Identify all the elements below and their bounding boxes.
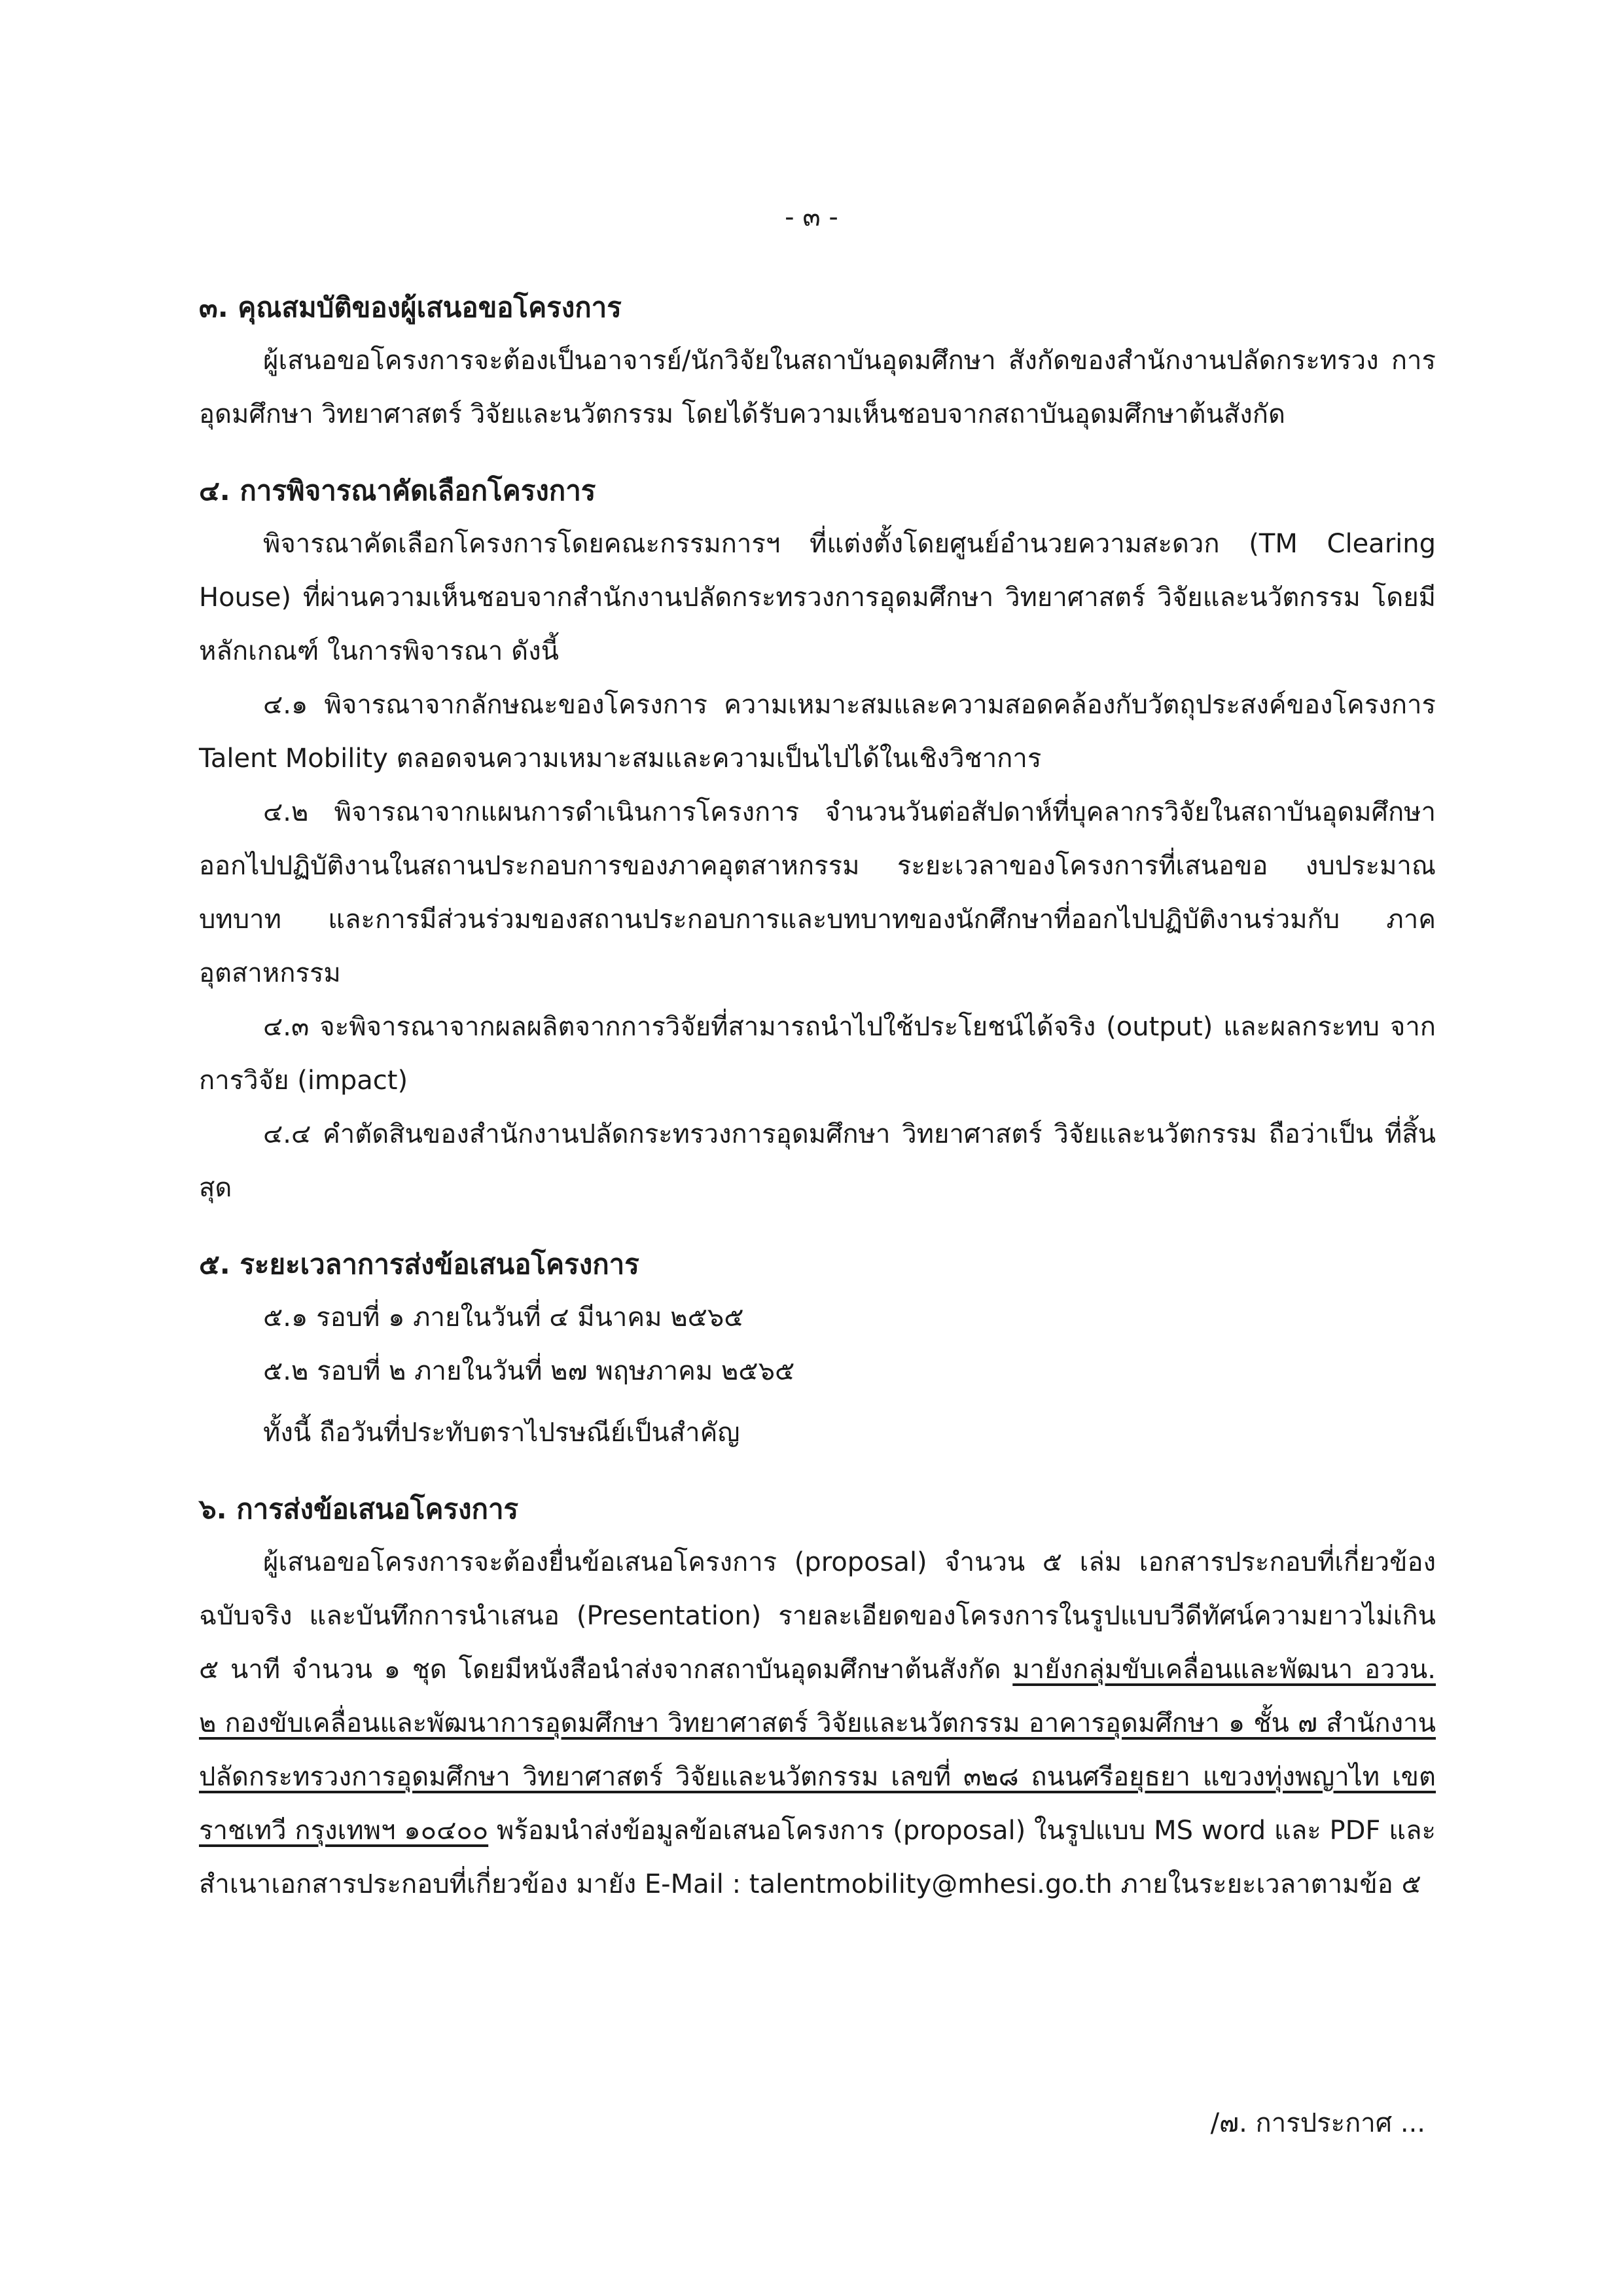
round-item: ๕.๒ รอบที่ ๒ ภายในวันที่ ๒๗ พฤษภาคม ๒๕๖๕ [263, 1356, 795, 1386]
section-selection [199, 465, 1436, 1215]
section-heading: ๔. การพิจารณาคัดเลือกโครงการ [199, 475, 596, 507]
section-submission-period [199, 1238, 1436, 1460]
criteria-item: ๔.๒ พิจารณาจากแผนการดำเนินการโครงการ จำนวนวันต่อสัปดาห์ที่บุคลากรวิจัยในสถาบันอุดมศึกษา ออกไปปฏิบัติงานในสถานประกอบการของภาคอุตสาหกรรม ระยะเวลาของโครงการที่เสนอขอ งบประมาณ บทบาท และการมีส่วนร่วมของสถานประกอบการและบทบาทของนักศึกษาที่ออกไปปฏิบัติงานร่วมกับ ภาคอุตสาหกรรม [199, 797, 1436, 988]
mailing-address: มายังกลุ่มขับเคลื่อนและพัฒนา อววน. ๒ กองขับเคลื่อนและพัฒนาการอุดมศึกษา วิทยาศาสตร์ วิจัยและนวัตกรรม อาคารอุดมศึกษา ๑ ชั้น ๗ สำนักงาน ปลัดกระทรวงการอุดมศึกษา วิทยาศาสตร์ วิจัยและนวัตกรรม เลขที่ ๓๒๘ ถนนศรีอยุธยา แขวงทุ่งพญาไท เขตราชเทวี กรุงเทพฯ ๑๐๔๐๐ [199, 1655, 1436, 1846]
document-body [199, 281, 1436, 1911]
criteria-item: ๔.๓ จะพิจารณาจากผลผลิตจากการวิจัยที่สามารถนำไปใช้ประโยชน์ได้จริง (output) และผลกระทบ จากการวิจัย (impact) [199, 1012, 1436, 1096]
page-number: - ๓ - [785, 202, 838, 232]
section-heading: ๕. ระยะเวลาการส่งข้อเสนอโครงการ [199, 1248, 639, 1280]
round-item: ๕.๑ รอบที่ ๑ ภายในวันที่ ๔ มีนาคม ๒๕๖๕ [263, 1302, 744, 1333]
paragraph: ผู้เสนอขอโครงการจะต้องเป็นอาจารย์/นักวิจัยในสถาบันอุดมศึกษา สังกัดของสำนักงานปลัดกระทรวง การอุดมศึกษา วิทยาศาสตร์ วิจัยและนวัตกรรม โดยได้รับความเห็นชอบจากสถาบันอุดมศึกษาต้นสังกัด [199, 346, 1436, 429]
postmark-note: ทั้งนี้ ถือวันที่ประทับตราไปรษณีย์เป็นสำคัญ [263, 1418, 740, 1448]
submission-requirements: ผู้เสนอขอโครงการจะต้องยื่นข้อเสนอโครงการ (proposal) จำนวน ๕ เล่ม เอกสารประกอบที่เกี่ยวข้อง ฉบับจริง และบันทึกการนำเสนอ (Presentation) รายละเอียดของโครงการในรูปแบบวีดีทัศน์ความยาวไม่เกิน ๕ นาที จำนวน ๑ ชุด โดยมีหนังสือนำส่งจากสถาบันอุดมศึกษาต้นสังกัด [199, 1547, 1436, 1685]
submission-email-info: พร้อมนำส่งข้อมูลข้อเสนอโครงการ (proposal) ในรูปแบบ MS word และ PDF และสำเนาเอกสารประกอบที่เกี่ยวข้อง มายัง E-Mail : talentmobility@mhesi.go.th ภายในระยะเวลาตามข้อ ๕ [199, 1816, 1436, 1899]
continuation-note: /๗. การประกาศ ... [1210, 2108, 1425, 2138]
section-heading: ๓. คุณสมบัติของผู้เสนอขอโครงการ [199, 291, 622, 323]
section-qualifications [199, 281, 1436, 441]
section-heading: ๖. การส่งข้อเสนอโครงการ [199, 1493, 519, 1525]
paragraph [199, 1535, 1436, 1911]
paragraph: พิจารณาคัดเลือกโครงการโดยคณะกรรมการฯ ที่แต่งตั้งโดยศูนย์อำนวยความสะดวก (TM Clearing House) ที่ผ่านความเห็นชอบจากสำนักงานปลัดกระทรวงการอุดมศึกษา วิทยาศาสตร์ วิจัยและนวัตกรรม โดยมีหลักเกณฑ์ ในการพิจารณา ดังนี้ [199, 529, 1436, 666]
criteria-item: ๔.๑ พิจารณาจากลักษณะของโครงการ ความเหมาะสมและความสอดคล้องกับวัตถุประสงค์ของโครงการ Talent Mobility ตลอดจนความเหมาะสมและความเป็นไปได้ในเชิงวิชาการ [199, 690, 1436, 774]
section-submission [199, 1483, 1436, 1911]
criteria-item: ๔.๔ คำตัดสินของสำนักงานปลัดกระทรวงการอุดมศึกษา วิทยาศาสตร์ วิจัยและนวัตกรรม ถือว่าเป็น ที่สิ้นสุด [199, 1119, 1436, 1203]
